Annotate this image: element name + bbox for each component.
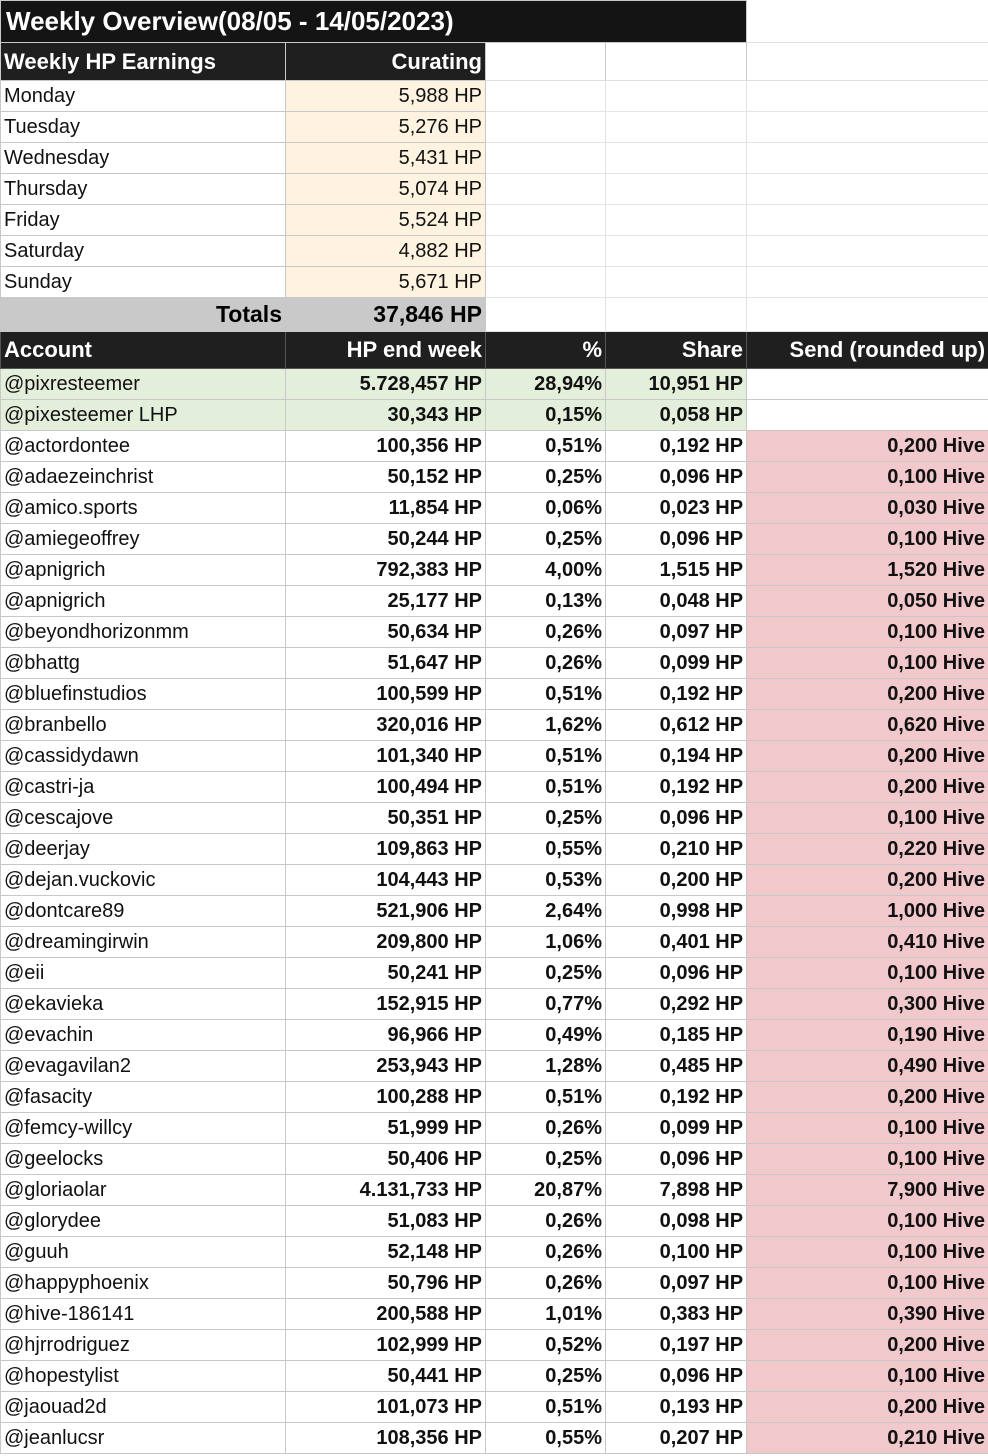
account-cell[interactable]: @apnigrich <box>1 555 286 586</box>
earnings-day-row <box>1 174 988 205</box>
account-cell[interactable]: @hive-186141 <box>1 1299 286 1330</box>
account-cell[interactable]: @glorydee <box>1 1206 286 1237</box>
table-row <box>1 679 988 710</box>
account-cell[interactable]: @dejan.vuckovic <box>1 865 286 896</box>
hp-cell[interactable]: 50,152 HP <box>286 462 486 493</box>
send-cell[interactable]: 0,200 Hive <box>747 1082 988 1113</box>
percent-cell[interactable]: 0,77% <box>486 989 606 1020</box>
empty-cell[interactable] <box>747 174 988 205</box>
account-cell[interactable]: @hjrrodriguez <box>1 1330 286 1361</box>
percent-cell[interactable]: 1,06% <box>486 927 606 958</box>
account-cell[interactable]: @evagavilan2 <box>1 1051 286 1082</box>
day-curating-cell[interactable]: 5,431 HP <box>286 143 486 174</box>
hp-cell[interactable]: 152,915 HP <box>286 989 486 1020</box>
empty-cell[interactable] <box>747 267 988 298</box>
send-cell[interactable]: 0,200 Hive <box>747 865 988 896</box>
send-cell[interactable]: 0,100 Hive <box>747 1113 988 1144</box>
day-name-cell[interactable]: Thursday <box>1 174 286 205</box>
send-cell[interactable]: 0,620 Hive <box>747 710 988 741</box>
table-row <box>1 555 988 586</box>
percent-cell[interactable]: 0,26% <box>486 1113 606 1144</box>
earnings-header-row <box>1 43 988 81</box>
table-row <box>1 1051 988 1082</box>
percent-cell[interactable]: 0,55% <box>486 834 606 865</box>
empty-cell[interactable] <box>486 43 606 81</box>
account-cell[interactable]: @guuh <box>1 1237 286 1268</box>
share-cell[interactable]: 7,898 HP <box>606 1175 747 1206</box>
day-curating-cell[interactable]: 5,276 HP <box>286 112 486 143</box>
percent-cell[interactable]: 0,25% <box>486 1144 606 1175</box>
empty-cell[interactable] <box>747 236 988 267</box>
table-row <box>1 1423 988 1454</box>
send-cell[interactable]: 0,200 Hive <box>747 772 988 803</box>
table-row <box>1 431 988 462</box>
hp-cell[interactable]: 5.728,457 HP <box>286 369 486 400</box>
title-row <box>1 1 988 43</box>
curating-heading[interactable]: Curating <box>286 43 486 81</box>
share-cell[interactable]: 0,096 HP <box>606 803 747 834</box>
percent-cell[interactable]: 0,53% <box>486 865 606 896</box>
table-row <box>1 400 988 431</box>
send-cell[interactable]: 0,100 Hive <box>747 1237 988 1268</box>
empty-cell[interactable] <box>606 143 747 174</box>
account-cell[interactable]: @bhattg <box>1 648 286 679</box>
day-name-cell[interactable]: Friday <box>1 205 286 236</box>
share-cell[interactable]: 0,058 HP <box>606 400 747 431</box>
share-cell[interactable]: 0,612 HP <box>606 710 747 741</box>
table-row <box>1 524 988 555</box>
hp-cell[interactable]: 25,177 HP <box>286 586 486 617</box>
share-cell[interactable]: 0,192 HP <box>606 679 747 710</box>
account-cell[interactable]: @jaouad2d <box>1 1392 286 1423</box>
share-cell[interactable]: 0,096 HP <box>606 462 747 493</box>
empty-cell[interactable] <box>486 81 606 112</box>
table-row <box>1 1330 988 1361</box>
day-name-cell[interactable]: Monday <box>1 81 286 112</box>
send-cell[interactable]: 1,000 Hive <box>747 896 988 927</box>
day-curating-cell[interactable]: 5,524 HP <box>286 205 486 236</box>
empty-cell[interactable] <box>486 236 606 267</box>
send-cell[interactable]: 7,900 Hive <box>747 1175 988 1206</box>
share-cell[interactable]: 0,197 HP <box>606 1330 747 1361</box>
percent-cell[interactable]: 0,13% <box>486 586 606 617</box>
percent-cell[interactable]: 0,25% <box>486 462 606 493</box>
percent-cell[interactable]: 1,62% <box>486 710 606 741</box>
hp-cell[interactable]: 109,863 HP <box>286 834 486 865</box>
share-cell[interactable]: 0,023 HP <box>606 493 747 524</box>
send-cell[interactable]: 0,100 Hive <box>747 1144 988 1175</box>
send-cell[interactable]: 0,300 Hive <box>747 989 988 1020</box>
day-curating-cell[interactable]: 4,882 HP <box>286 236 486 267</box>
send-cell[interactable]: 0,190 Hive <box>747 1020 988 1051</box>
earnings-day-row <box>1 267 988 298</box>
empty-cell[interactable] <box>606 267 747 298</box>
hp-cell[interactable]: 108,356 HP <box>286 1423 486 1454</box>
share-cell[interactable]: 0,096 HP <box>606 524 747 555</box>
percent-cell[interactable]: 0,55% <box>486 1423 606 1454</box>
account-cell[interactable]: @cassidydawn <box>1 741 286 772</box>
account-cell[interactable]: @beyondhorizonmm <box>1 617 286 648</box>
day-name-cell[interactable]: Saturday <box>1 236 286 267</box>
percent-cell[interactable]: 0,06% <box>486 493 606 524</box>
day-curating-cell[interactable]: 5,074 HP <box>286 174 486 205</box>
empty-cell[interactable] <box>606 236 747 267</box>
table-row <box>1 648 988 679</box>
table-row <box>1 958 988 989</box>
table-row <box>1 834 988 865</box>
hp-cell[interactable]: 51,999 HP <box>286 1113 486 1144</box>
account-cell[interactable]: @happyphoenix <box>1 1268 286 1299</box>
earnings-day-row <box>1 81 988 112</box>
share-cell[interactable]: 0,193 HP <box>606 1392 747 1423</box>
account-cell[interactable]: @adaezeinchrist <box>1 462 286 493</box>
empty-cell[interactable] <box>747 43 988 81</box>
table-row <box>1 1361 988 1392</box>
hp-cell[interactable]: 50,241 HP <box>286 958 486 989</box>
empty-cell[interactable] <box>606 174 747 205</box>
hp-cell[interactable]: 4.131,733 HP <box>286 1175 486 1206</box>
percent-cell[interactable]: 0,26% <box>486 617 606 648</box>
account-cell[interactable]: @apnigrich <box>1 586 286 617</box>
share-cell[interactable]: 0,048 HP <box>606 586 747 617</box>
earnings-day-row <box>1 112 988 143</box>
empty-cell[interactable] <box>486 267 606 298</box>
account-cell[interactable]: @geelocks <box>1 1144 286 1175</box>
share-cell[interactable]: 0,401 HP <box>606 927 747 958</box>
account-cell[interactable]: @amico.sports <box>1 493 286 524</box>
day-name-cell[interactable]: Sunday <box>1 267 286 298</box>
account-cell[interactable]: @hopestylist <box>1 1361 286 1392</box>
share-cell[interactable]: 0,096 HP <box>606 1144 747 1175</box>
share-cell[interactable]: 0,099 HP <box>606 1113 747 1144</box>
send-cell[interactable]: 0,100 Hive <box>747 524 988 555</box>
percent-cell[interactable]: 0,51% <box>486 1392 606 1423</box>
account-cell[interactable]: @dreamingirwin <box>1 927 286 958</box>
send-cell[interactable]: 0,200 Hive <box>747 1392 988 1423</box>
send-cell[interactable]: 0,100 Hive <box>747 648 988 679</box>
send-cell[interactable]: 0,100 Hive <box>747 958 988 989</box>
table-row <box>1 617 988 648</box>
table-row <box>1 1206 988 1237</box>
empty-cell[interactable] <box>486 174 606 205</box>
percent-cell[interactable]: 0,26% <box>486 648 606 679</box>
table-row <box>1 1020 988 1051</box>
hp-cell[interactable]: 50,406 HP <box>286 1144 486 1175</box>
percent-cell[interactable]: 0,25% <box>486 524 606 555</box>
hp-cell[interactable]: 30,343 HP <box>286 400 486 431</box>
table-row <box>1 1144 988 1175</box>
table-row <box>1 1175 988 1206</box>
share-cell[interactable]: 0,097 HP <box>606 1268 747 1299</box>
share-cell[interactable]: 0,292 HP <box>606 989 747 1020</box>
send-cell[interactable]: 0,100 Hive <box>747 1206 988 1237</box>
share-cell[interactable]: 0,096 HP <box>606 958 747 989</box>
send-cell[interactable]: 0,410 Hive <box>747 927 988 958</box>
percent-cell[interactable]: 0,26% <box>486 1268 606 1299</box>
share-cell[interactable]: 0,098 HP <box>606 1206 747 1237</box>
sheet-title[interactable]: Weekly Overview(08/05 - 14/05/2023) <box>1 1 747 43</box>
percent-cell[interactable]: 0,52% <box>486 1330 606 1361</box>
share-cell[interactable]: 10,951 HP <box>606 369 747 400</box>
hp-cell[interactable]: 50,244 HP <box>286 524 486 555</box>
earnings-heading[interactable]: Weekly HP Earnings <box>1 43 286 81</box>
empty-cell[interactable] <box>747 298 988 332</box>
table-row <box>1 896 988 927</box>
table-row <box>1 772 988 803</box>
table-row <box>1 865 988 896</box>
accounts-header-row <box>1 332 988 369</box>
empty-cell[interactable] <box>747 143 988 174</box>
table-row <box>1 1392 988 1423</box>
account-cell[interactable]: @castri-ja <box>1 772 286 803</box>
hp-cell[interactable]: 100,494 HP <box>286 772 486 803</box>
percent-cell[interactable]: 0,25% <box>486 803 606 834</box>
account-cell[interactable]: @femcy-willcy <box>1 1113 286 1144</box>
account-cell[interactable]: @branbello <box>1 710 286 741</box>
hp-cell[interactable]: 101,340 HP <box>286 741 486 772</box>
send-cell[interactable]: 0,220 Hive <box>747 834 988 865</box>
table-row <box>1 989 988 1020</box>
percent-cell[interactable]: 0,51% <box>486 431 606 462</box>
share-cell[interactable]: 1,515 HP <box>606 555 747 586</box>
send-cell[interactable]: 0,100 Hive <box>747 803 988 834</box>
hp-cell[interactable]: 200,588 HP <box>286 1299 486 1330</box>
percent-cell[interactable]: 0,49% <box>486 1020 606 1051</box>
account-cell[interactable]: @gloriaolar <box>1 1175 286 1206</box>
send-cell[interactable]: 0,100 Hive <box>747 617 988 648</box>
hp-cell[interactable]: 792,383 HP <box>286 555 486 586</box>
hp-cell[interactable]: 521,906 HP <box>286 896 486 927</box>
hp-cell[interactable]: 50,796 HP <box>286 1268 486 1299</box>
percent-cell[interactable]: 4,00% <box>486 555 606 586</box>
share-cell[interactable]: 0,192 HP <box>606 772 747 803</box>
percent-cell[interactable]: 1,28% <box>486 1051 606 1082</box>
send-column-header[interactable]: Send (rounded up) <box>747 332 988 369</box>
empty-cell[interactable] <box>606 43 747 81</box>
send-cell[interactable]: 0,200 Hive <box>747 741 988 772</box>
send-cell[interactable]: 0,200 Hive <box>747 679 988 710</box>
table-row <box>1 369 988 400</box>
empty-cell[interactable] <box>606 112 747 143</box>
table-row <box>1 1237 988 1268</box>
hp-cell[interactable]: 51,083 HP <box>286 1206 486 1237</box>
account-cell[interactable]: @evachin <box>1 1020 286 1051</box>
account-cell[interactable]: @cescajove <box>1 803 286 834</box>
send-cell[interactable] <box>747 369 988 400</box>
share-column-header[interactable]: Share <box>606 332 747 369</box>
percent-cell[interactable]: 0,26% <box>486 1237 606 1268</box>
share-cell[interactable]: 0,192 HP <box>606 1082 747 1113</box>
day-curating-cell[interactable]: 5,671 HP <box>286 267 486 298</box>
send-cell[interactable]: 0,100 Hive <box>747 1268 988 1299</box>
hp-cell[interactable]: 104,443 HP <box>286 865 486 896</box>
title-blank-cell[interactable] <box>747 1 988 43</box>
empty-cell[interactable] <box>606 81 747 112</box>
totals-label-cell[interactable]: Totals <box>1 298 286 332</box>
table-row <box>1 462 988 493</box>
percent-cell[interactable]: 0,51% <box>486 1082 606 1113</box>
hp-cell[interactable]: 51,647 HP <box>286 648 486 679</box>
share-cell[interactable]: 0,998 HP <box>606 896 747 927</box>
share-cell[interactable]: 0,192 HP <box>606 431 747 462</box>
account-cell[interactable]: @pixresteemer <box>1 369 286 400</box>
percent-cell[interactable]: 0,51% <box>486 772 606 803</box>
empty-cell[interactable] <box>486 298 606 332</box>
percent-cell[interactable]: 28,94% <box>486 369 606 400</box>
send-cell[interactable]: 0,100 Hive <box>747 1361 988 1392</box>
percent-cell[interactable]: 0,25% <box>486 1361 606 1392</box>
day-name-cell[interactable]: Wednesday <box>1 143 286 174</box>
table-row <box>1 1082 988 1113</box>
account-column-header[interactable]: Account <box>1 332 286 369</box>
send-cell[interactable]: 0,030 Hive <box>747 493 988 524</box>
hp-cell[interactable]: 100,599 HP <box>286 679 486 710</box>
account-cell[interactable]: @amiegeoffrey <box>1 524 286 555</box>
account-cell[interactable]: @deerjay <box>1 834 286 865</box>
send-cell[interactable]: 0,200 Hive <box>747 431 988 462</box>
share-cell[interactable]: 0,383 HP <box>606 1299 747 1330</box>
table-row <box>1 803 988 834</box>
percent-cell[interactable]: 0,51% <box>486 741 606 772</box>
share-cell[interactable]: 0,485 HP <box>606 1051 747 1082</box>
share-cell[interactable]: 0,200 HP <box>606 865 747 896</box>
share-cell[interactable]: 0,100 HP <box>606 1237 747 1268</box>
account-cell[interactable]: @actordontee <box>1 431 286 462</box>
table-row <box>1 710 988 741</box>
hp-cell[interactable]: 96,966 HP <box>286 1020 486 1051</box>
empty-cell[interactable] <box>747 205 988 236</box>
hp-cell[interactable]: 50,634 HP <box>286 617 486 648</box>
hp-cell[interactable]: 209,800 HP <box>286 927 486 958</box>
send-cell[interactable]: 0,210 Hive <box>747 1423 988 1454</box>
percent-cell[interactable]: 0,26% <box>486 1206 606 1237</box>
empty-cell[interactable] <box>486 143 606 174</box>
send-cell[interactable] <box>747 400 988 431</box>
totals-row <box>1 298 988 332</box>
percent-cell[interactable]: 0,51% <box>486 679 606 710</box>
day-name-cell[interactable]: Tuesday <box>1 112 286 143</box>
account-cell[interactable]: @ekavieka <box>1 989 286 1020</box>
day-curating-cell[interactable]: 5,988 HP <box>286 81 486 112</box>
earnings-day-row <box>1 143 988 174</box>
hp-cell[interactable]: 101,073 HP <box>286 1392 486 1423</box>
percent-cell[interactable]: 2,64% <box>486 896 606 927</box>
account-cell[interactable]: @fasacity <box>1 1082 286 1113</box>
hp-cell[interactable]: 52,148 HP <box>286 1237 486 1268</box>
empty-cell[interactable] <box>747 112 988 143</box>
account-cell[interactable]: @bluefinstudios <box>1 679 286 710</box>
send-cell[interactable]: 0,200 Hive <box>747 1330 988 1361</box>
share-cell[interactable]: 0,096 HP <box>606 1361 747 1392</box>
percent-cell[interactable]: 0,15% <box>486 400 606 431</box>
percent-cell[interactable]: 20,87% <box>486 1175 606 1206</box>
account-cell[interactable]: @jeanlucsr <box>1 1423 286 1454</box>
share-cell[interactable]: 0,185 HP <box>606 1020 747 1051</box>
hp-cell[interactable]: 50,351 HP <box>286 803 486 834</box>
table-row <box>1 1268 988 1299</box>
share-cell[interactable]: 0,207 HP <box>606 1423 747 1454</box>
send-cell[interactable]: 0,100 Hive <box>747 462 988 493</box>
empty-cell[interactable] <box>606 298 747 332</box>
percent-cell[interactable]: 0,25% <box>486 958 606 989</box>
table-row <box>1 741 988 772</box>
hp-cell[interactable]: 320,016 HP <box>286 710 486 741</box>
send-cell[interactable]: 0,490 Hive <box>747 1051 988 1082</box>
earnings-day-row <box>1 205 988 236</box>
table-row <box>1 927 988 958</box>
share-cell[interactable]: 0,099 HP <box>606 648 747 679</box>
hp-cell[interactable]: 253,943 HP <box>286 1051 486 1082</box>
table-row <box>1 586 988 617</box>
totals-value-cell[interactable]: 37,846 HP <box>286 298 486 332</box>
hp-cell[interactable]: 50,441 HP <box>286 1361 486 1392</box>
share-cell[interactable]: 0,097 HP <box>606 617 747 648</box>
hp-cell[interactable]: 102,999 HP <box>286 1330 486 1361</box>
empty-cell[interactable] <box>606 205 747 236</box>
hp-cell[interactable]: 11,854 HP <box>286 493 486 524</box>
share-cell[interactable]: 0,210 HP <box>606 834 747 865</box>
account-cell[interactable]: @pixesteemer LHP <box>1 400 286 431</box>
table-row <box>1 1113 988 1144</box>
send-cell[interactable]: 0,390 Hive <box>747 1299 988 1330</box>
empty-cell[interactable] <box>486 205 606 236</box>
account-cell[interactable]: @eii <box>1 958 286 989</box>
percent-cell[interactable]: 1,01% <box>486 1299 606 1330</box>
hp-column-header[interactable]: HP end week <box>286 332 486 369</box>
share-cell[interactable]: 0,194 HP <box>606 741 747 772</box>
hp-cell[interactable]: 100,356 HP <box>286 431 486 462</box>
account-cell[interactable]: @dontcare89 <box>1 896 286 927</box>
send-cell[interactable]: 1,520 Hive <box>747 555 988 586</box>
table-row <box>1 1299 988 1330</box>
empty-cell[interactable] <box>486 112 606 143</box>
hp-cell[interactable]: 100,288 HP <box>286 1082 486 1113</box>
earnings-day-row <box>1 236 988 267</box>
send-cell[interactable]: 0,050 Hive <box>747 586 988 617</box>
empty-cell[interactable] <box>747 81 988 112</box>
table-row <box>1 493 988 524</box>
percent-column-header[interactable]: % <box>486 332 606 369</box>
